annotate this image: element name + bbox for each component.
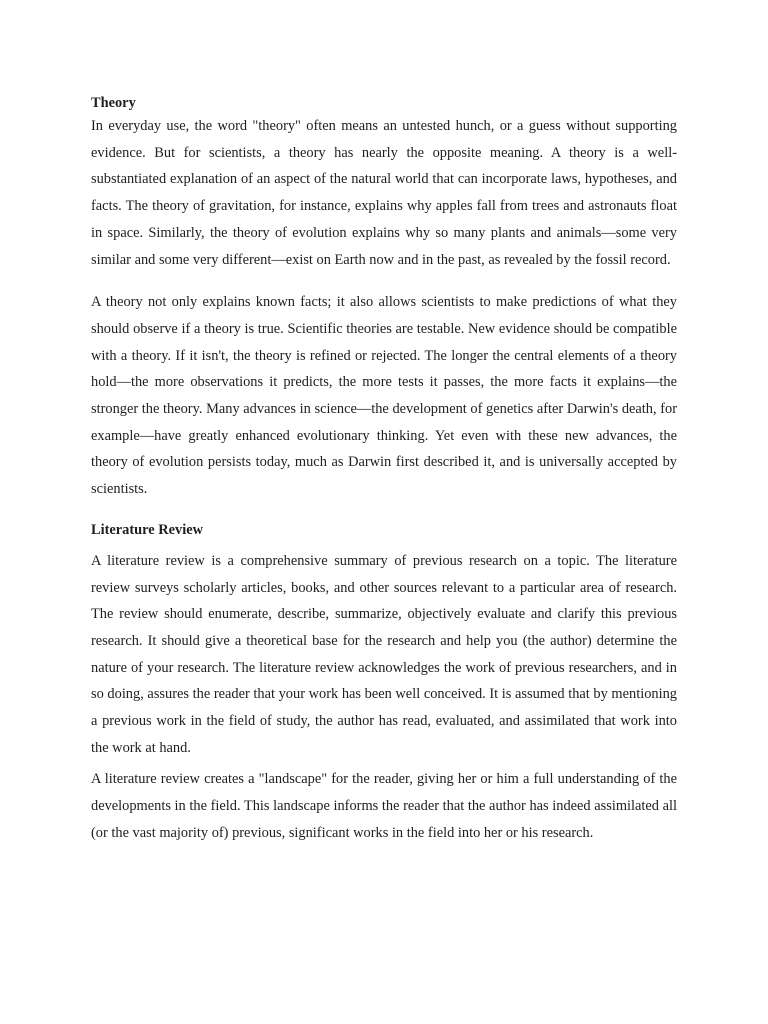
paragraph: In everyday use, the word "theory" often means an untested hunch, or a guess without supporting evidence. But for scientists, a theory has nearly the opposite meaning. A theory is a well-substantiated explanation of an aspect of the natural world that can incorporate laws, hypotheses, and facts. The theory of gravitation, for instance, explains why apples fall from trees and astronauts float in space. Similarly, the theory of evolution explains why so many plants and animals—some very similar and some very different—exist on Earth now and in the past, as revealed by the fossil record. [91, 118, 677, 268]
paragraph: A literature review creates a "landscape" for the reader, giving her or him a full understanding of the developments in the field. This landscape informs the reader that the author has indeed assimilated all (or the vast majority of) previous, significant works in the field into her or his research. [91, 771, 677, 841]
section-heading-literature-review: Literature Review [91, 521, 204, 538]
paragraph: A theory not only explains known facts; it also allows scientists to make predictions of what they should observe if a theory is true. Scientific theories are testable. New evidence should be compatible with a theory. If it isn't, the theory is refined or rejected. The longer the central elements of a theory hold—the more observations it predicts, the more tests it passes, the more facts it explains—the stronger the theory. Many advances in science—the development of genetics after Darwin's death, for example—have greatly enhanced evolutionary thinking. Yet even with these new advances, the theory of evolution persists today, much as Darwin first described it, and is universally accepted by scientists. [91, 294, 677, 498]
paragraph: A literature review is a comprehensive summary of previous research on a topic. The literature review surveys scholarly articles, books, and other sources relevant to a particular area of research. The review should enumerate, describe, summarize, objectively evaluate and clarify this previous research. It should give a theoretical base for the research and help you (the author) determine the nature of your research. The literature review acknowledges the work of previous researchers, and in so doing, assures the reader that your work has been well conceived. It is assumed that by mentioning a previous work in the field of study, the author has read, evaluated, and assimilated that work into the work at hand. [91, 552, 677, 756]
section-heading-theory: Theory [91, 95, 136, 111]
